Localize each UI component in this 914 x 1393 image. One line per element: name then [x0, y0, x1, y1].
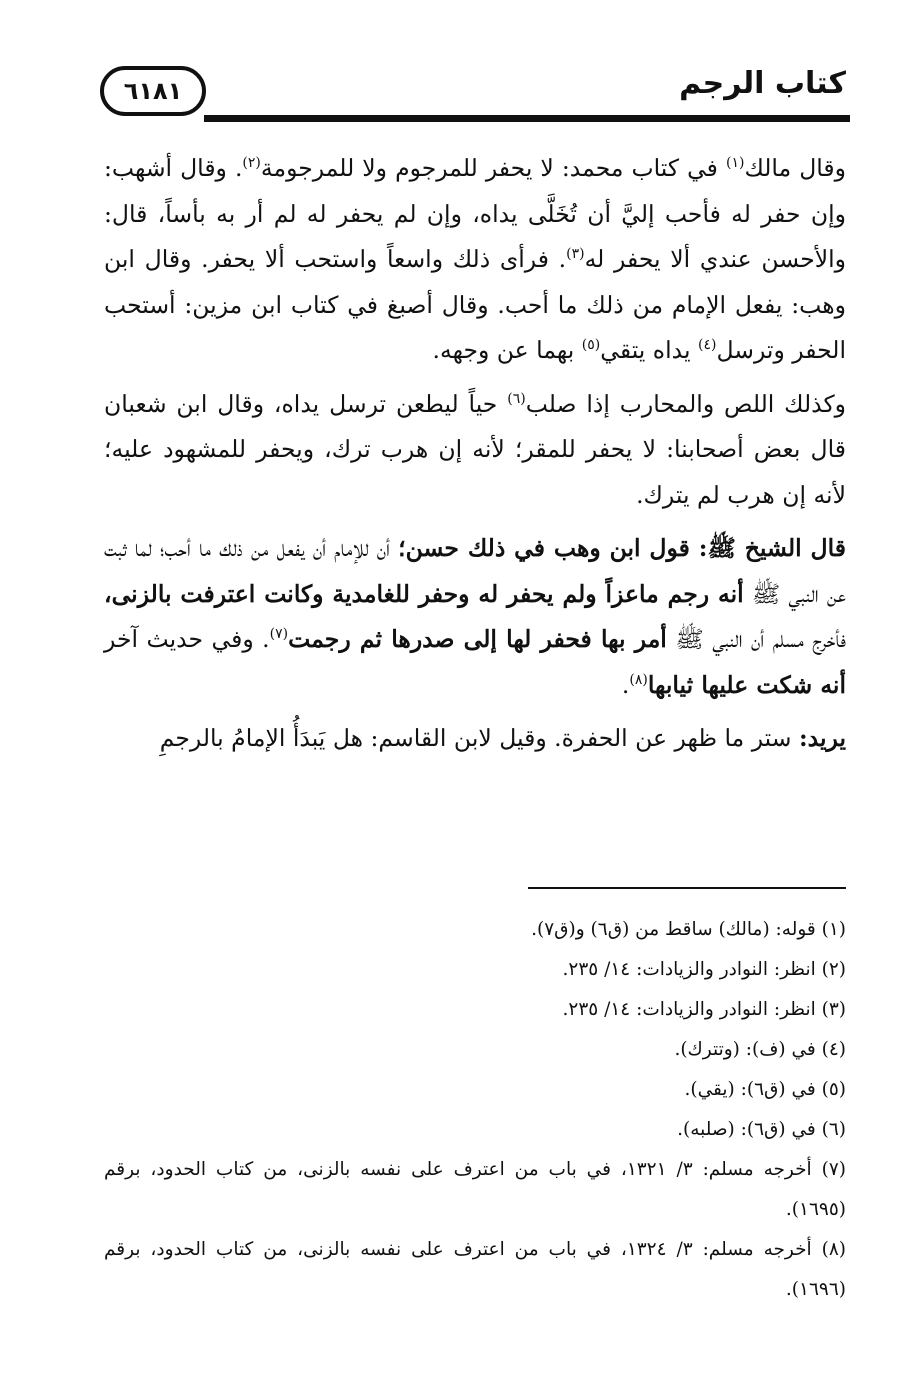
footnote-3: (٣) انظر: النوادر والزيادات: ١٤/ ٢٣٥.	[562, 999, 846, 1020]
footnote-1: (١) قوله: (مالك) ساقط من (ق٦) و(ق٧).	[531, 919, 846, 940]
footnote-7: (٧) أخرجه مسلم: ٣/ ١٣٢١، في باب من اعترف على نفسه بالزنى، من كتاب الحدود، برقم (١٦٩٥).	[104, 1159, 846, 1220]
footnote-divider	[528, 887, 846, 889]
text-run-bold: أمر بها فحفر لها إلى صدرها ثم رجمت	[288, 625, 667, 653]
text-run: . وقال أشهب: وإن حفر له فأحب إليَّ أن تُخَلَّى يداه، وإن لم يحفر له لم أر به بأساً، قال: والأحسن عندي ألا يحفر له	[104, 154, 846, 273]
footnotes	[104, 910, 846, 1310]
footnote-4: (٤) في (ف): (وتترك).	[674, 1039, 846, 1060]
paragraph-1	[104, 146, 846, 374]
text-run: يداه يتقي	[600, 336, 698, 364]
text-run-bold: يريد:	[798, 724, 846, 752]
footnote-ref-4: (٤)	[698, 337, 717, 354]
footnote-ref-7: (٧)	[269, 626, 289, 643]
text-run: بهما عن وجهه.	[432, 336, 582, 364]
footnote-ref-6: (٦)	[507, 390, 526, 407]
text-run: فأخرج مسلم أن النبي ﷺ	[666, 625, 846, 653]
text-run: . فرأى ذلك واسعاً واستحب ألا يحفر. وقال ابن وهب: يفعل الإمام من ذلك ما أحب. وقال أصبغ في كتاب ابن مزين: أستحب الحفر وترسل	[104, 245, 846, 364]
page-number-badge	[100, 66, 206, 116]
text-run: وقال مالك	[744, 154, 847, 182]
text-run-bold: قال الشيخ ﷺ: قول ابن وهب في ذلك حسن؛	[398, 534, 846, 562]
paragraph-3	[104, 526, 846, 708]
text-run: .	[621, 670, 630, 699]
footnote-ref-3: (٣)	[566, 246, 585, 263]
footnote-6: (٦) في (ق٦): (صلبه).	[677, 1119, 846, 1140]
footnote-8: (٨) أخرجه مسلم: ٣/ ١٣٢٤، في باب من اعترف على نفسه بالزنى، من كتاب الحدود، برقم (١٦٩٦).	[104, 1239, 846, 1300]
page-number: ٦١٨١	[123, 77, 183, 105]
paragraph-4	[104, 716, 846, 762]
footnote-5: (٥) في (ق٦): (يقي).	[684, 1079, 846, 1100]
footnote-ref-8: (٨)	[629, 671, 648, 688]
text-run-bold: أنه شكت عليها ثيابها	[647, 670, 846, 699]
text-run: أن للإمام أن يفعل من ذلك ما أحب؛ لما ثبت عن النبي ﷺ	[104, 534, 846, 608]
main-text	[104, 146, 846, 770]
header-rule	[204, 115, 850, 122]
text-run: . وفي حديث آخر	[104, 625, 270, 653]
text-run: ستر ما ظهر عن الحفرة. وقيل لابن القاسم: هل يَبدَأُ الإمامُ بالرجمِ	[159, 724, 799, 752]
footnote-2: (٢) انظر: النوادر والزيادات: ١٤/ ٢٣٥.	[562, 959, 846, 980]
footnote-ref-1: (١)	[725, 155, 745, 172]
text-run: حياً ليطعن ترسل يداه، وقال ابن شعبان قال بعض أصحابنا: لا يحفر للمقر؛ لأنه إن هرب ترك، ويحفر للمشهود عليه؛ لأنه إن هرب لم يترك.	[104, 389, 846, 509]
chapter-title: كتاب الرجم	[679, 66, 846, 101]
paragraph-2	[104, 382, 846, 519]
footnote-ref-2: (٢)	[242, 155, 261, 172]
footnote-ref-5: (٥)	[581, 337, 601, 354]
text-run: وكذلك اللص والمحارب إذا صلب	[525, 389, 847, 418]
text-run-bold: أنه رجم ماعزاً ولم يحفر له وحفر للغامدية وكانت اعترفت بالزنى،	[104, 579, 744, 608]
text-run: في كتاب محمد: لا يحفر للمرجوم ولا للمرجومة	[260, 154, 726, 182]
page-header	[100, 60, 850, 130]
